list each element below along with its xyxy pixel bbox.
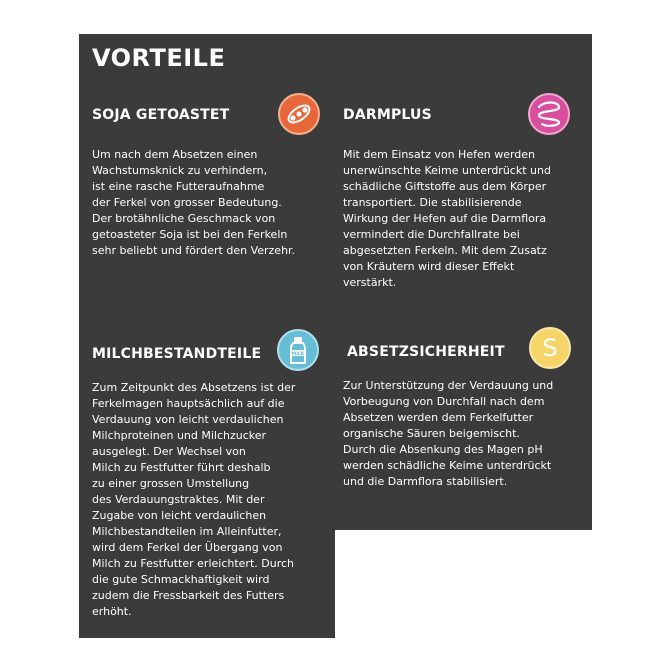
milk-bottle-icon [277,329,319,371]
text-line: Milchproteinen und Milchzucker [92,429,267,442]
text-line: Verdauung von leicht verdaulichen [92,413,284,426]
soybean-icon [278,93,320,135]
section-text-milch [92,380,295,620]
text-line: Zur Unterstützung der Verdauung und [343,379,554,392]
text-line: organische Säuren beigemischt. [343,427,520,440]
text-line: Durch die Absenkung des Magen pH [343,443,543,456]
section-text-absetzsicherheit [343,378,553,490]
section-heading-darmplus: DARMPLUS [343,107,432,123]
text-line: Wachstumsknick zu verhindern, [92,164,268,177]
milk-label: MILK [291,352,305,357]
text-line: Zugabe von leicht verdaulichen [92,509,267,522]
text-line: zu einer grossen Umstellung [92,477,250,490]
text-line: abgesetzten Ferkeln. Mit dem Zusatz [343,244,547,257]
text-line: der Ferkel von grosser Bedeutung. [92,196,282,209]
text-line: die gute Schmackhaftigkeit wird [92,573,270,586]
text-line: Vorbeugung von Durchfall nach dem [343,395,545,408]
text-line: erhöht. [92,605,132,618]
section-heading-absetzsicherheit: ABSETZSICHERHEIT [347,344,505,360]
text-line: Zum Zeitpunkt des Absetzens ist der [92,381,296,394]
text-line: ausgelegt. Der Wechsel von [92,445,246,458]
text-line: Mit dem Einsatz von Hefen werden [343,148,536,161]
text-line: sehr beliebt und fördert den Verzehr. [92,244,296,257]
text-line: unerwünschte Keime unterdrückt und [343,164,551,177]
section-text-soja [92,147,295,259]
text-line: von Kräutern wird dieser Effekt [343,260,515,273]
text-line: vermindert die Durchfallrate bei [343,228,520,241]
intestine-icon [528,93,570,135]
text-line: ist eine rasche Futteraufnahme [92,180,265,193]
text-line: Milch zu Festfutter führt deshalb [92,461,271,474]
section-heading-soja: SOJA GETOASTET [92,107,230,123]
text-line: Wirkung der Hefen auf die Darmflora [343,212,547,225]
section-text-darmplus [343,147,551,291]
text-line: transportiert. Die stabilisierende [343,196,522,209]
text-line: Um nach dem Absetzen einen [92,148,258,161]
text-line: Absetzen werden dem Ferkelfutter [343,411,534,424]
text-line: des Verdauungstraktes. Mit der [92,493,265,506]
text-line: und die Darmflora stabilisiert. [343,475,508,488]
text-line: verstärkt. [343,276,397,289]
page-title: VORTEILE [92,44,226,72]
section-heading-milch: MILCHBESTANDTEILE [92,346,262,362]
text-line: werden schädliche Keime unterdrückt [343,459,552,472]
text-line: zudem die Fressbarkeit des Futters [92,589,285,602]
text-line: getoasteter Soja ist bei den Ferkeln [92,228,288,241]
text-line: Ferkelmagen hauptsächlich auf die [92,397,285,410]
text-line: Milch zu Festfutter erleichtert. Durch [92,557,294,570]
text-line: schädliche Giftstoffe aus dem Körper [343,180,547,193]
text-line: Der brotähnliche Geschmack von [92,212,276,225]
letter-s-icon [529,327,571,369]
text-line: wird dem Ferkel der Übergang von [92,541,283,554]
letter-s-glyph: S [542,334,558,362]
text-line: Milchbestandteilen im Alleinfutter, [92,525,282,538]
